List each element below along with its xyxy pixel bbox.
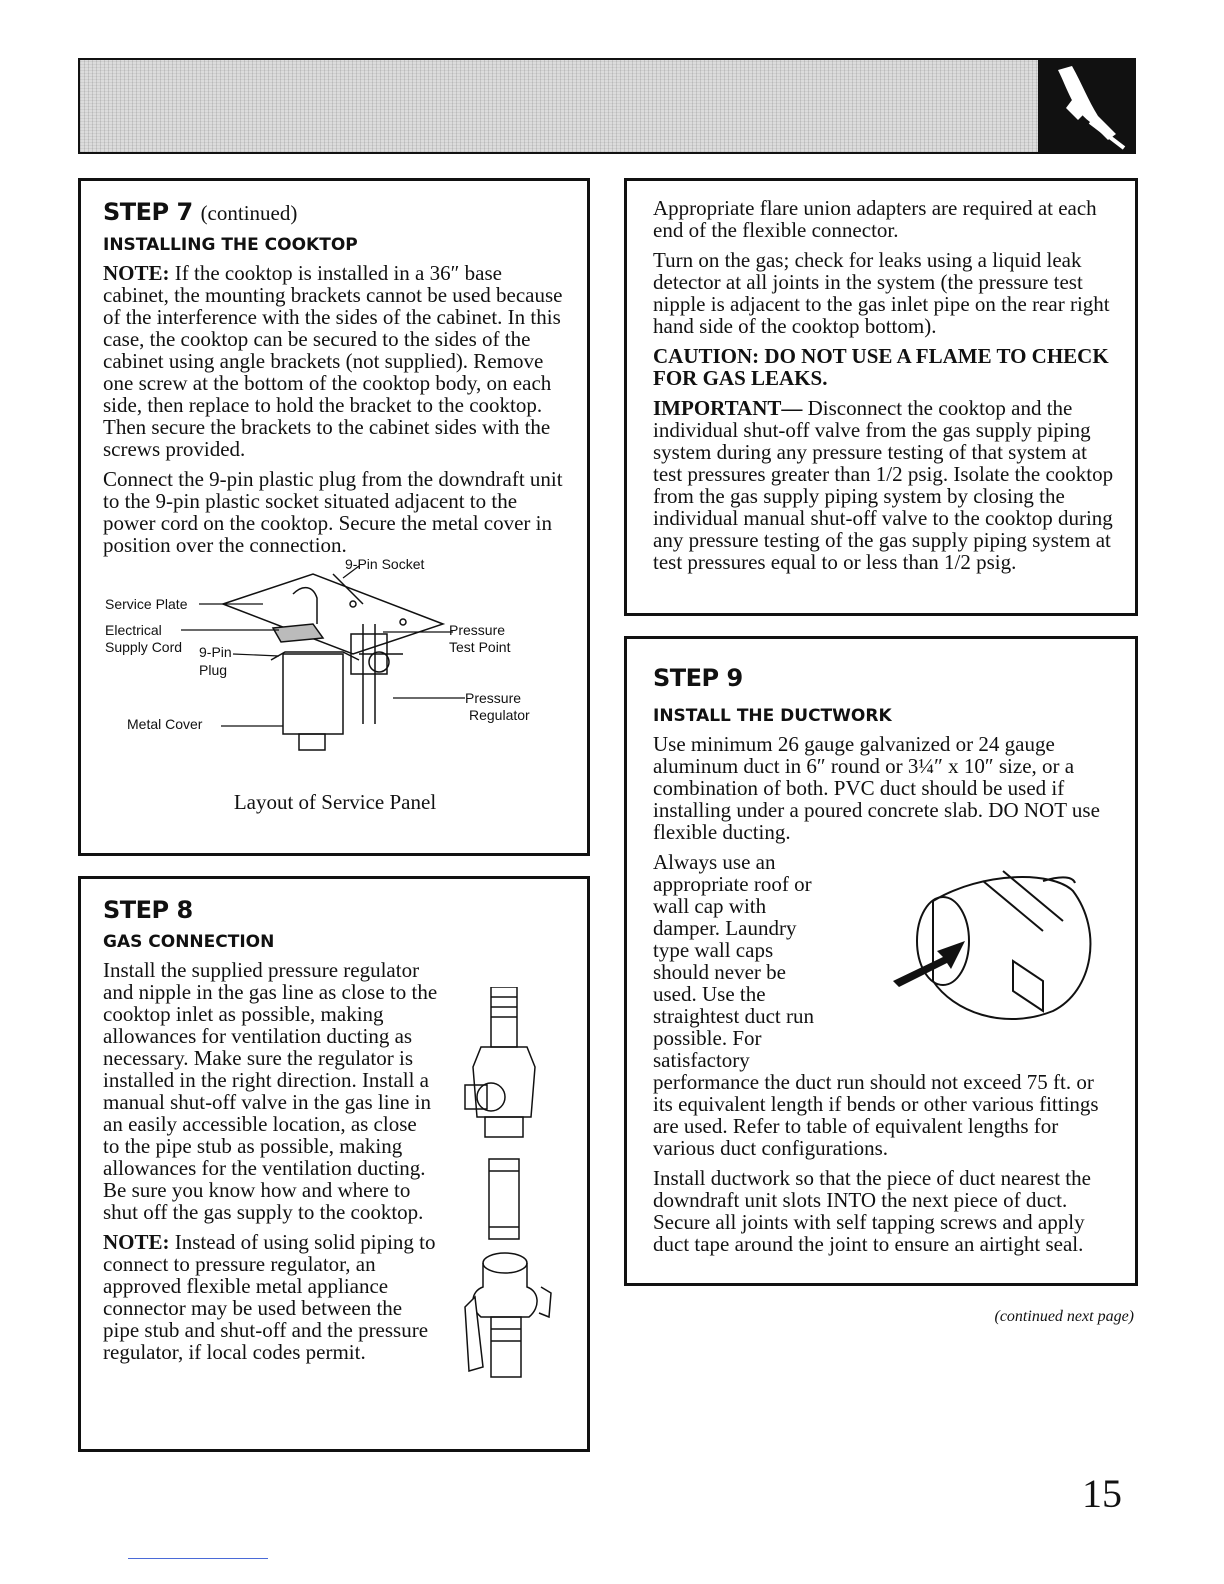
label-9pin-plug-1: 9-Pin xyxy=(199,644,232,660)
bottom-rule xyxy=(128,1558,268,1559)
step9-para2-rest: performance the duct run should not exceed 75 ft. or its equivalent length if bends or other various fittings are used. Refer to table of equivalent lengths for various duct configurations. xyxy=(653,1070,1099,1160)
important-para: IMPORTANT— Disconnect the cooktop and the individual shut-off valve from the gas supply piping system during any pressure testing of that system at test pressures greater than 1/2 psig. Isolate the cooktop from the gas supply piping system by closing the individual manual shut-off valve to the cooktop during any pressure testing of the gas supply piping system at test pressures equal to or less than 1/2 psig. xyxy=(653,396,1114,574)
label-pressure-reg-1: Pressure xyxy=(465,690,522,706)
leak-check-para: Turn on the gas; check for leaks using a liquid leak detector at all joints in the system (the pressure test nipple is adjacent to the gas inlet pipe on the rear right hand side of the cooktop bottom). xyxy=(653,248,1110,338)
label-electrical: Electrical xyxy=(105,622,162,638)
header-banner xyxy=(78,58,1136,154)
service-panel-diagram xyxy=(103,556,567,784)
caution-text: CAUTION: DO NOT USE A FLAME TO CHECK FOR GAS LEAKS. xyxy=(653,344,1109,390)
label-pressure-test-2: Test Point xyxy=(449,639,511,655)
step9-para3: Install ductwork so that the piece of duct nearest the downdraft unit slots INTO the next piece of duct. Secure all joints with self tapping screws and apply duct tape around the joint to ensure an airtight seal. xyxy=(653,1166,1091,1256)
step9-para2-wrap: Always use an appropriate roof or wall cap with damper. Laundry type wall caps should never be used. Use the straightest duct run possible. For satisfactory xyxy=(653,850,814,1072)
step9-title: STEP 9 xyxy=(653,664,743,692)
step7-para2: Connect the 9-pin plastic plug from the downdraft unit to the 9-pin plastic socket situated adjacent to the power cord on the cooktop. Secure the metal cover in position over the connection. xyxy=(103,467,563,557)
label-9pin-socket: 9-Pin Socket xyxy=(345,556,425,572)
diagram-caption: Layout of Service Panel xyxy=(233,790,437,814)
hand-tool-icon xyxy=(1038,60,1134,152)
label-9pin-plug-2: Plug xyxy=(199,662,228,678)
step7-box xyxy=(78,178,590,856)
step9-heading: INSTALL THE DUCTWORK xyxy=(653,706,892,726)
regulator-valve-illustration xyxy=(451,987,561,1397)
step8-box xyxy=(78,876,590,1452)
gas-leak-check-box xyxy=(624,178,1138,616)
label-service-plate: Service Plate xyxy=(105,596,188,612)
flare-union-para: Appropriate flare union adapters are required at each end of the flexible connector. xyxy=(653,196,1097,242)
duct-cap-illustration xyxy=(893,861,1103,1031)
step8-heading: GAS CONNECTION xyxy=(103,932,275,952)
step8-title: STEP 8 xyxy=(103,896,193,924)
step7-note: NOTE: If the cooktop is installed in a 36″ base cabinet, the mounting brackets cannot be used because of the interference with the sides of the cabinet. In this case, the cooktop can be secured to the sides of the cabinet using angle brackets (not supplied). Remove one screw at the bottom of the cooktop body, on each side, then replace to hold the bracket to the cooktop. Then secure the brackets to the cabinet sides with the screws provided. xyxy=(103,261,563,461)
label-metal-cover: Metal Cover xyxy=(127,716,203,732)
step8-note: NOTE: Instead of using solid piping to connect to pressure regulator, an approved flexible metal appliance connector may be used between the pipe stub and shut-off and the pressure regulator, if local codes permit. xyxy=(103,1230,436,1364)
step9-box xyxy=(624,636,1138,1286)
step7-heading: INSTALLING THE COOKTOP xyxy=(103,235,358,255)
continued-next-page: (continued next page) xyxy=(994,1308,1134,1325)
step8-para1: Install the supplied pressure regulator and nipple in the gas line as close to the cooktop inlet as possible, making allowances for ventilation ducting as necessary. Make sure the regulator is installed in the right direction. Install a manual shut-off valve in the gas line in an easily accessible location, as close to the pipe stub as possible, making allowances for the ventilation ducting. Be sure you know how and where to shut off the gas supply to the cooktop. xyxy=(103,958,438,1224)
step7-title: STEP 7 (continued) xyxy=(103,198,298,226)
page-number: 15 xyxy=(1082,1471,1122,1516)
label-supply-cord: Supply Cord xyxy=(105,639,183,655)
label-pressure-reg-2: Regulator xyxy=(469,707,530,723)
label-pressure-test-1: Pressure xyxy=(449,622,506,638)
step9-para1: Use minimum 26 gauge galvanized or 24 gauge aluminum duct in 6″ round or 3¼″ x 10″ size, or a combination of both. PVC duct should be used if installing under a poured concrete slab. DO NOT use flexible ducting. xyxy=(653,732,1100,844)
